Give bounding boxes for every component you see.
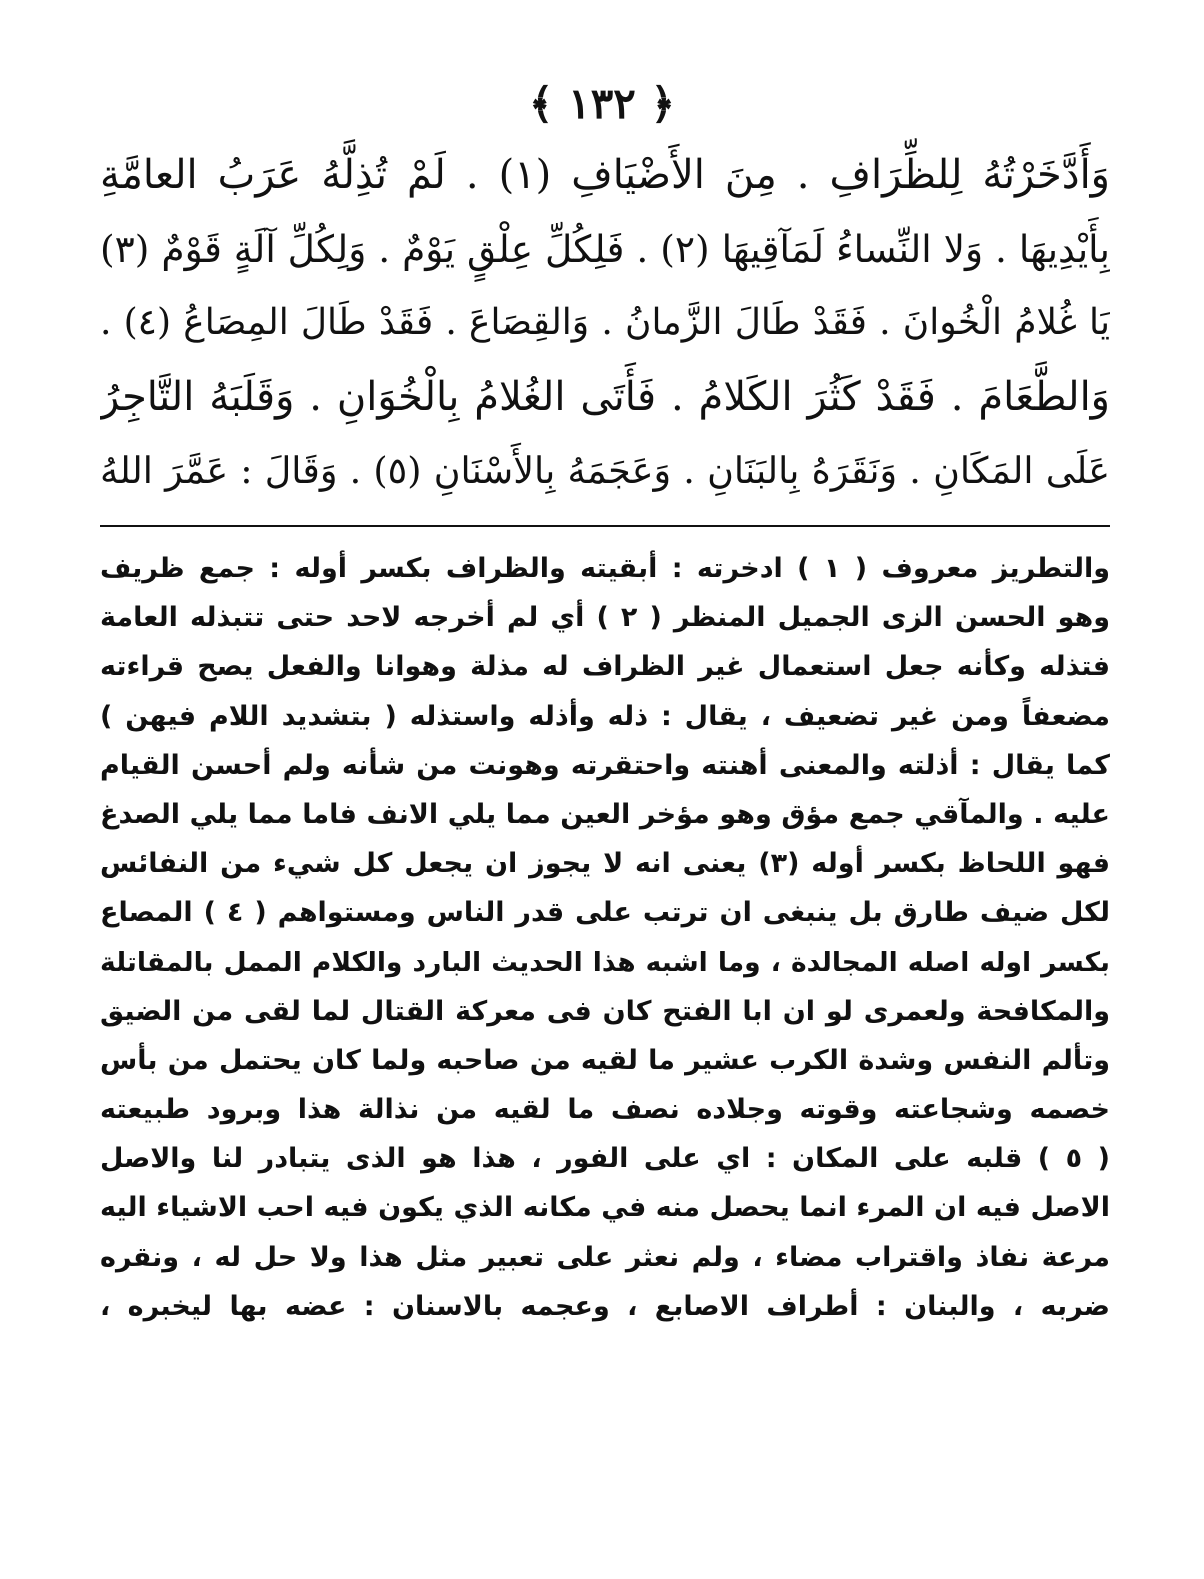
page-number: ﴿ ١٣٢ ﴾ [528, 79, 676, 128]
footnotes-block [100, 544, 1110, 1331]
footnote-divider [100, 525, 1110, 527]
footnote-line: والتطريز معروف ( ١ ) ادخرته : أبقيته والظراف بكسر أوله : جمع ظريف [100, 553, 1110, 584]
footnote-line: ( ٥ ) قلبه على المكان : اي على الفور ، هذا هو الذى يتبادر لنا والاصل [100, 1143, 1110, 1175]
main-text-block [100, 138, 1110, 508]
main-text-line: وَالطَّعَامَ . فَقَدْ كَثُرَ الكَلامُ . فَأَتَى الغُلامُ بِالْخُوَانِ . وَقَلَبَهُ التَّاجِرُ [100, 374, 1110, 420]
footnote-line: مضعفاً ومن غير تضعيف ، يقال : ذله وأذله واستذله ( بتشديد اللام فيهن ) [100, 700, 1110, 732]
footnote-line: وتألم النفس وشدة الكرب عشير ما لقيه من صاحبه ولما كان يحتمل من بأس [100, 1044, 1110, 1076]
footnote-line: الاصل فيه ان المرء انما يحصل منه في مكانه الذي يكون فيه احب الاشياء اليه [100, 1192, 1110, 1224]
main-text-line: عَلَى المَكَانِ . وَنَقَرَهُ بِالبَنَانِ . وَعَجَمَهُ بِالأَسْنَانِ (٥) . وَقَالَ : عَمَّرَ اللهُ [100, 449, 1110, 492]
footnote-line: بكسر اوله اصله المجالدة ، وما اشبه هذا الحديث البارد والكلام الممل بالمقاتلة [100, 946, 1110, 978]
footnote-line: خصمه وشجاعته وقوته وجلاده نصف ما لقيه من نذالة هذا وبرود طبيعته [100, 1094, 1110, 1126]
footnote-line: ضربه ، والبنان : أطراف الاصابع ، وعجمه بالاسنان : عضه بها ليخبره ، [100, 1290, 1110, 1322]
footnote-line: فهو اللحاظ بكسر أوله (٣) يعنى انه لا يجوز ان يجعل كل شيء من النفائس [100, 848, 1110, 880]
footnote-line: مرعة نفاذ واقتراب مضاء ، ولم نعثر على تعبير مثل هذا ولا حل له ، ونقره [100, 1241, 1110, 1273]
main-text-line: يَا غُلامُ الْخُوانَ . فَقَدْ طَالَ الزَّمانُ . وَالقِصَاعَ . فَقَدْ طَالَ المِصَاعُ (٤) . [100, 302, 1110, 343]
main-text-line: وَأَدَّخَرْتُهُ لِلظِّرَافِ . مِنَ الأَضْيَافِ (١) . لَمْ تُذِلَّهُ عَرَبُ العامَّةِ [100, 152, 1110, 198]
main-text-line: بِأَيْدِيهَا . وَلا النِّساءُ لَمَآقِيهَا (٢) . فَلِكُلِّ عِلْقٍ يَوْمٌ . وَلِكُلِّ آلَةٍ قَوْمٌ (٣) [100, 227, 1110, 271]
footnote-line: لكل ضيف طارق بل ينبغى ان ترتب على قدر الناس ومستواهم ( ٤ ) المصاع [100, 897, 1110, 929]
footnote-line: فتذله وكأنه جعل استعمال غير الظراف له مذلة وهوانا والفعل يصح قراءته [100, 651, 1110, 683]
footnote-line: عليه . والمآقي جمع مؤق وهو مؤخر العين مما يلي الانف فاما مما يلي الصدغ [100, 798, 1110, 830]
footnote-line: وهو الحسن الزى الجميل المنظر ( ٢ ) أي لم أخرجه لاحد حتى تتبذله العامة [100, 602, 1110, 634]
footnote-line: كما يقال : أذلته والمعنى أهنته واحتقرته وهونت من شأنه ولم أحسن القيام [100, 749, 1110, 781]
footnote-line: والمكافحة ولعمرى لو ان ابا الفتح كان فى معركة القتال لما لقى من الضيق [100, 995, 1110, 1027]
